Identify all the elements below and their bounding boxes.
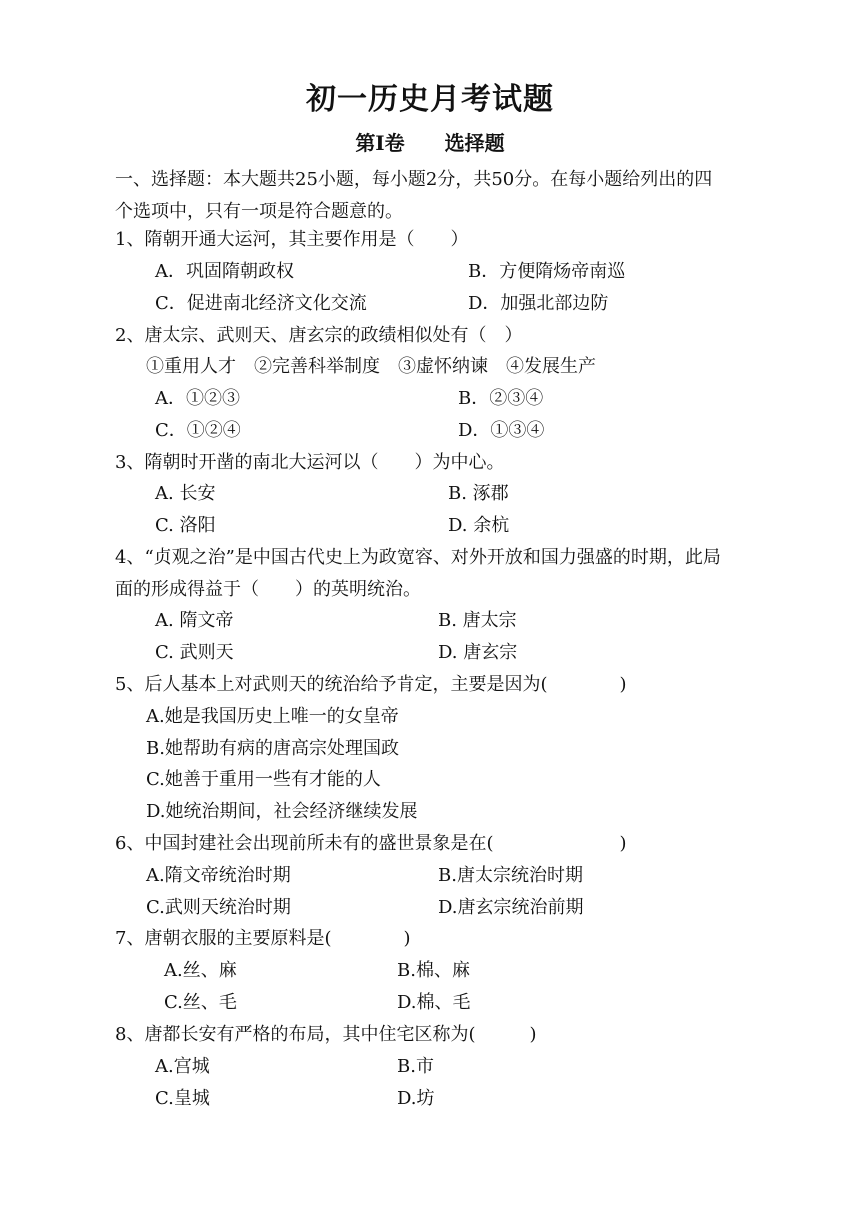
question-4-option-a: A. 隋文帝 bbox=[155, 610, 234, 631]
question-5-option-c: C.她善于重用一些有才能的人 bbox=[146, 769, 381, 790]
question-7-option-b: B.棉、麻 bbox=[397, 960, 470, 981]
question-2-option-b: B．②③④ bbox=[458, 388, 544, 409]
question-8-option-c: C.皇城 bbox=[155, 1088, 210, 1109]
question-8-option-b: B.市 bbox=[397, 1056, 434, 1077]
question-5-option-d: D.她统治期间，社会经济继续发展 bbox=[146, 801, 418, 822]
question-7-option-c: C.丝、毛 bbox=[164, 992, 237, 1013]
question-7-option-d: D.棉、毛 bbox=[397, 992, 471, 1013]
question-6-option-d: D.唐玄宗统治前期 bbox=[438, 897, 584, 918]
question-4-stem-line-2: 面的形成得益于（ ）的英明统治。 bbox=[115, 579, 421, 600]
question-6-stem: 6、中国封建社会出现前所未有的盛世景象是在( ) bbox=[115, 833, 627, 854]
question-2-stem: 2、唐太宗、武则天、唐玄宗的政绩相似处有（ ） bbox=[115, 325, 523, 346]
question-7-option-a: A.丝、麻 bbox=[164, 960, 237, 981]
question-3-option-d: D. 余杭 bbox=[448, 515, 510, 536]
question-3-stem: 3、隋朝时开凿的南北大运河以（ ）为中心。 bbox=[115, 452, 505, 473]
question-4-option-c: C. 武则天 bbox=[155, 642, 234, 663]
question-1-option-a: A．巩固隋朝政权 bbox=[155, 261, 294, 282]
question-5-stem: 5、后人基本上对武则天的统治给予肯定，主要是因为( ) bbox=[115, 674, 627, 695]
page-title: 初一历史月考试题 bbox=[306, 82, 554, 117]
question-3-option-b: B. 涿郡 bbox=[448, 483, 509, 504]
question-6-option-a: A.隋文帝统治时期 bbox=[146, 865, 291, 886]
instructions-line-1: 一、选择题：本大题共25小题，每小题2分，共50分。在每小题给列出的四 bbox=[115, 169, 713, 190]
question-7-stem: 7、唐朝衣服的主要原料是( ) bbox=[115, 928, 411, 949]
question-8-option-d: D.坊 bbox=[397, 1088, 435, 1109]
question-4-option-b: B. 唐太宗 bbox=[438, 610, 517, 631]
question-8-option-a: A.宫城 bbox=[155, 1056, 210, 1077]
question-1-stem: 1、隋朝开通大运河，其主要作用是（ ） bbox=[115, 229, 469, 250]
question-2-option-d: D．①③④ bbox=[458, 420, 545, 441]
question-2-option-a: A．①②③ bbox=[155, 388, 240, 409]
question-4-stem-line-1: 4、“贞观之治”是中国古代史上为政宽容、对外开放和国力强盛的时期，此局 bbox=[115, 547, 721, 568]
question-1-option-c: C．促进南北经济文化交流 bbox=[155, 293, 367, 314]
question-6-option-b: B.唐太宗统治时期 bbox=[438, 865, 583, 886]
question-2-option-c: C．①②④ bbox=[155, 420, 241, 441]
question-8-stem: 8、唐都长安有严格的布局，其中住宅区称为( ) bbox=[115, 1024, 537, 1045]
question-3-option-a: A. 长安 bbox=[155, 483, 216, 504]
instructions-line-2: 个选项中，只有一项是符合题意的。 bbox=[115, 201, 403, 222]
section-subtitle: 第Ⅰ卷 选择题 bbox=[355, 131, 505, 155]
question-2-items: ①重用人才 ②完善科举制度 ③虚怀纳谏 ④发展生产 bbox=[146, 356, 596, 377]
question-1-option-d: D．加强北部边防 bbox=[468, 293, 609, 314]
question-5-option-b: B.她帮助有病的唐高宗处理国政 bbox=[146, 738, 399, 759]
question-1-option-b: B．方便隋炀帝南巡 bbox=[468, 261, 626, 282]
question-6-option-c: C.武则天统治时期 bbox=[146, 897, 291, 918]
question-4-option-d: D. 唐玄宗 bbox=[438, 642, 518, 663]
question-3-option-c: C. 洛阳 bbox=[155, 515, 216, 536]
question-5-option-a: A.她是我国历史上唯一的女皇帝 bbox=[146, 706, 399, 727]
